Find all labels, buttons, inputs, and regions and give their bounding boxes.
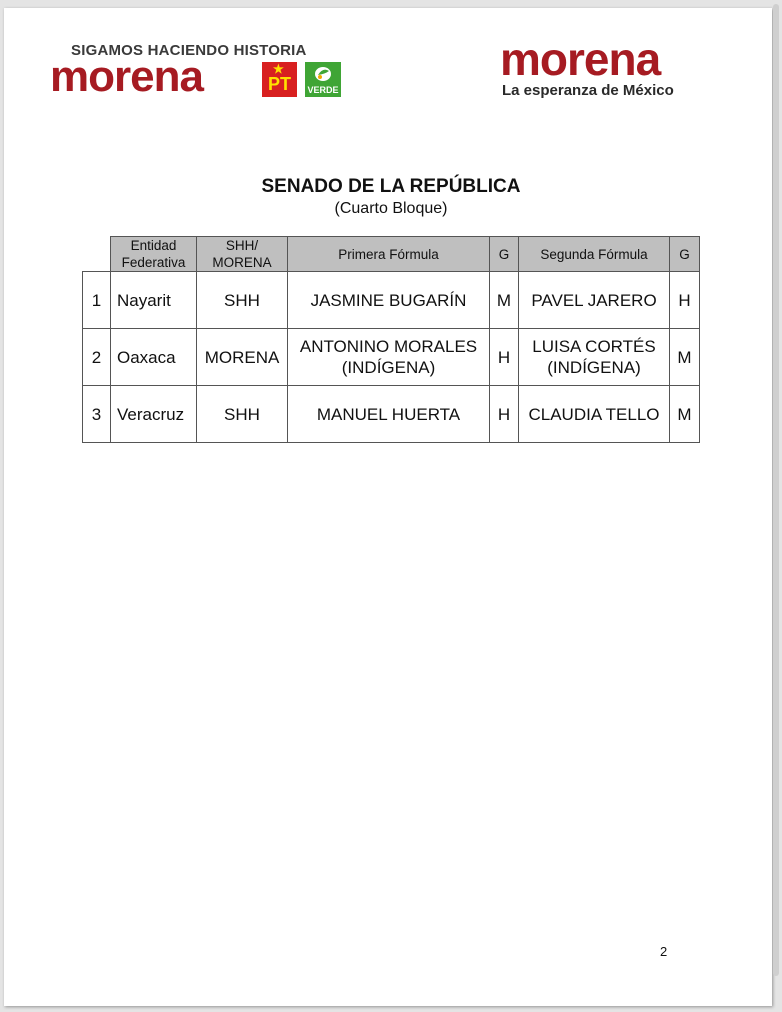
page-number: 2 [660, 944, 668, 959]
scrollbar[interactable] [773, 4, 779, 976]
document-subtitle: (Cuarto Bloque) [334, 200, 448, 217]
coalition-tagline: SIGAMOS HACIENDO HISTORIA [71, 42, 307, 59]
header-segunda: Segunda Fórmula [519, 237, 670, 272]
cell-entidad: Nayarit [111, 272, 197, 329]
coalition-logo [50, 36, 350, 100]
header-g1: G [490, 237, 519, 272]
toucan-icon [313, 65, 333, 83]
table-row [83, 329, 700, 386]
morena-slogan: La esperanza de México [502, 82, 674, 99]
cell-primera: ANTONINO MORALES (INDÍGENA) [288, 329, 490, 386]
cell-primera: MANUEL HUERTA [288, 386, 490, 443]
morena-logo [500, 33, 710, 106]
cell-entidad: Oaxaca [111, 329, 197, 386]
document-page [4, 8, 772, 1006]
cell-g2: M [670, 329, 700, 386]
cell-g1: M [490, 272, 519, 329]
candidates-table [82, 236, 700, 443]
star-icon: ★ [273, 62, 284, 76]
cell-g1: H [490, 386, 519, 443]
pt-label: PT [267, 74, 291, 94]
cell-g2: M [670, 386, 700, 443]
cell-segunda: PAVEL JARERO [519, 272, 670, 329]
table-row [83, 386, 700, 443]
cell-entidad: Veracruz [111, 386, 197, 443]
morena-wordmark-right: morena [500, 33, 661, 85]
document-title: SENADO DE LA REPÚBLICA [261, 176, 521, 197]
header-entidad: Entidad Federativa [111, 237, 197, 272]
cell-g2: H [670, 272, 700, 329]
cell-segunda: LUISA CORTÉS (INDÍGENA) [519, 329, 670, 386]
cell-partido: SHH [197, 386, 288, 443]
header-primera: Primera Fórmula [288, 237, 490, 272]
pt-logo [262, 62, 297, 97]
cell-partido: SHH [197, 272, 288, 329]
cell-g1: H [490, 329, 519, 386]
morena-wordmark-left: morena [50, 52, 203, 101]
header-g2: G [670, 237, 700, 272]
row-number: 1 [83, 272, 111, 329]
header-blank [83, 237, 111, 272]
row-number: 2 [83, 329, 111, 386]
table-row [83, 272, 700, 329]
header-partido: SHH/ MORENA [197, 237, 288, 272]
row-number: 3 [83, 386, 111, 443]
verde-label: VERDE [307, 85, 339, 95]
table-header-row [83, 237, 700, 272]
cell-partido: MORENA [197, 329, 288, 386]
cell-primera: JASMINE BUGARÍN [288, 272, 490, 329]
verde-logo [305, 62, 341, 97]
cell-segunda: CLAUDIA TELLO [519, 386, 670, 443]
